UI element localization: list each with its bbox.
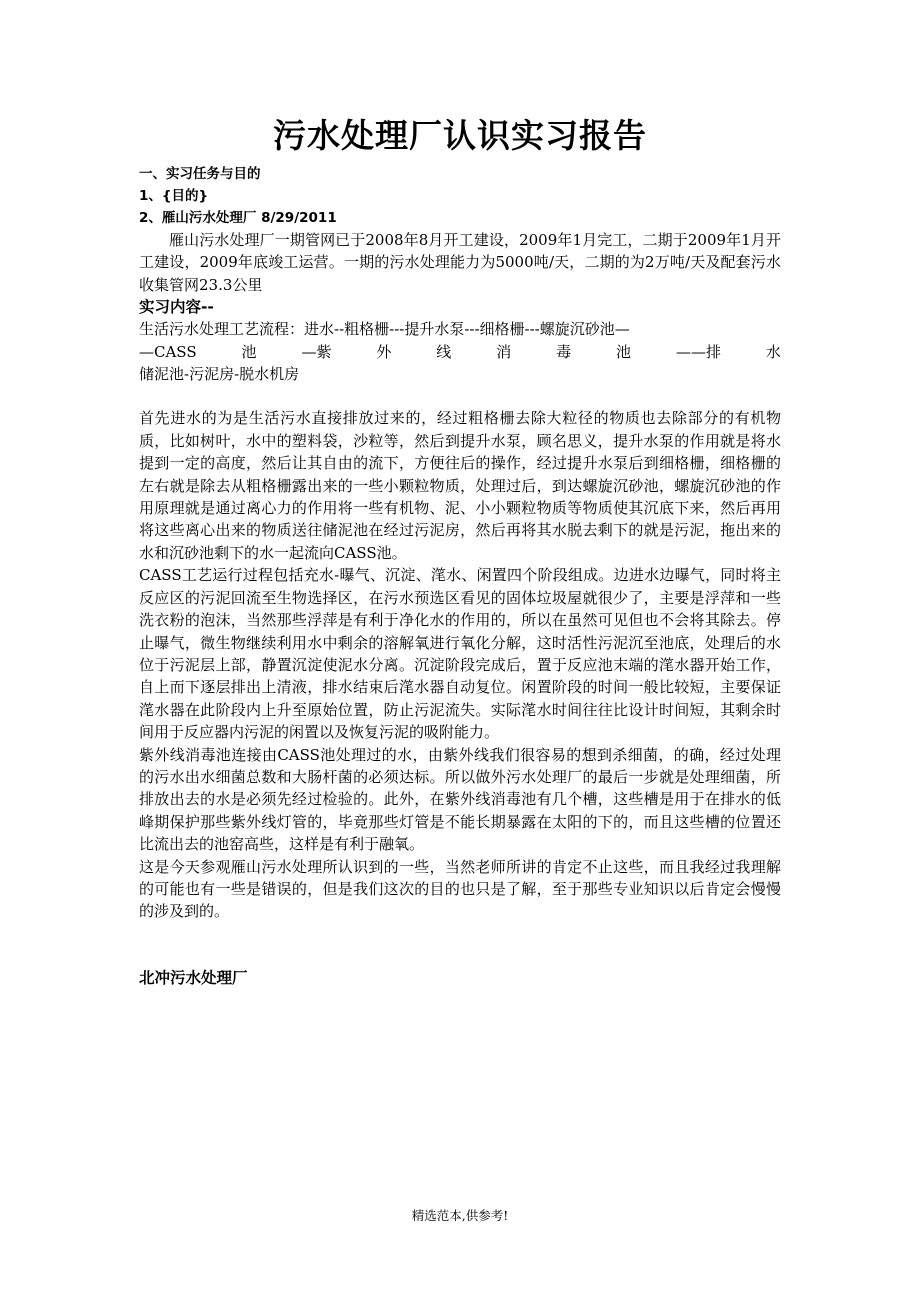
item-yanshan-date: 2、雁山污水处理厂 8/29/2011: [139, 210, 337, 226]
process-token: 水: [765, 342, 781, 361]
intro-paragraph: 雁山污水处理厂一期管网已于2008年8月开工建设，2009年1月完工，二期于2009年1月开工建设，2009年底竣工运营。一期的污水处理能力为5000吨/天，二期的为2万吨/天及配套污水收集管网23.3公里: [139, 231, 781, 294]
process-token: 毒: [556, 342, 572, 361]
process-token: —CASS: [139, 342, 197, 361]
paragraph-summary: 这是今天参观雁山污水处理所认识到的一些，当然老师所讲的肯定不止这些，而且我经过我理解的可能也有一些是错误的，但是我们这次的目的也只是了解，至于那些专业知识以后肯定会慢慢的涉及到的。: [139, 857, 781, 921]
process-token: 池: [241, 342, 257, 361]
document-title: 污水处理厂认识实习报告: [273, 116, 647, 155]
blank-line: [139, 385, 781, 407]
process-line-1: 生活污水处理工艺流程：进水--粗格栅---提升水泵---细格栅---螺旋沉砂池—: [139, 320, 630, 339]
process-token: 消: [496, 342, 512, 361]
section-heading-task: 一、实习任务与目的: [139, 166, 261, 182]
paragraph-cass: CASS工艺运行过程包括充水-曝气、沉淀、滗水、闲置四个阶段组成。边进水边曝气，同时将主反应区的污泥回流至生物选择区，在污水预选区看见的固体垃圾屋就很少了，主要是浮萍和一些洗衣粉的泡沫，当然那些浮萍是有利于净化水的作用的，所以在虽然可见但也不会将其除去。停止曝气，微生物继续利用水中剩余的溶解氧进行氧化分解，这时活性污泥沉至池底，处理后的水位于污泥层上部，静置沉淀使泥水分离。沉淀阶段完成后，置于反应池末端的滗水器开始工作，自上而下逐层排出上清液，排水结束后滗水器自动复位。闲置阶段的时间一般比较短，主要保证滗水器在此阶段内上升至原始位置，防止污泥流失。实际滗水时间往往比设计时间短，其剩余时间用于反应器内污泥的闲置以及恢复污泥的吸附能力。: [139, 566, 781, 742]
process-line-3: 储泥池-污泥房-脱水机房: [139, 365, 300, 384]
page-footer: 精选范本,供参考!: [411, 1208, 509, 1223]
process-token: 池: [616, 342, 632, 361]
paragraph-uv: 紫外线消毒池连接由CASS池处理过的水，由紫外线我们很容易的想到杀细菌，的确，经过处理的污水出水细菌总数和大肠杆菌的必须达标。所以做外污水处理厂的最后一步就是处理细菌，所排放出去的水是必须先经过检验的。此外，在紫外线消毒池有几个槽，这些槽是用于在排水的低峰期保护那些紫外线灯管的，毕竟那些灯管是不能长期暴露在太阳的下的，而且这些槽的位置还比流出去的池窑高些，这样是有利于融氧。: [139, 745, 781, 854]
document-body: [139, 163, 781, 989]
blank-lines: [139, 923, 781, 967]
process-token: ——排: [675, 342, 721, 361]
process-flow: [139, 318, 781, 385]
paragraph-screening: 首先进水的为是生活污水直接排放过来的，经过粗格栅去除大粒径的物质也去除部分的有机物质，比如树叶，水中的塑料袋，沙粒等，然后到提升水泵，顾名思义，提升水泵的作用就是将水提到一定的高度，然后让其自由的流下，方便往后的操作，经过提升水泵后到细格栅，细格栅的左右就是除去从粗格栅露出来的一些小颗粒物质，处理过后，到达螺旋沉砂池，螺旋沉砂池的作用原理就是通过离心力的作用将一些有机物、泥、小小颗粒物质等物质使其沉底下来，然后再用将这些离心出来的物质送往储泥池在经过污泥房，然后再将其水脱去剩下的就是污泥，拖出来的水和沉砂池剩下的水一起流向CASS池。: [139, 409, 781, 562]
process-token: —紫: [301, 342, 332, 361]
process-line-2: [139, 341, 781, 363]
content-heading: 实习内容--: [139, 298, 214, 317]
section-heading-beichong: 北冲污水处理厂: [139, 968, 248, 987]
process-token: 外: [376, 342, 392, 361]
process-token: 线: [436, 342, 452, 361]
item-purpose: 1、{目的}: [139, 188, 209, 204]
